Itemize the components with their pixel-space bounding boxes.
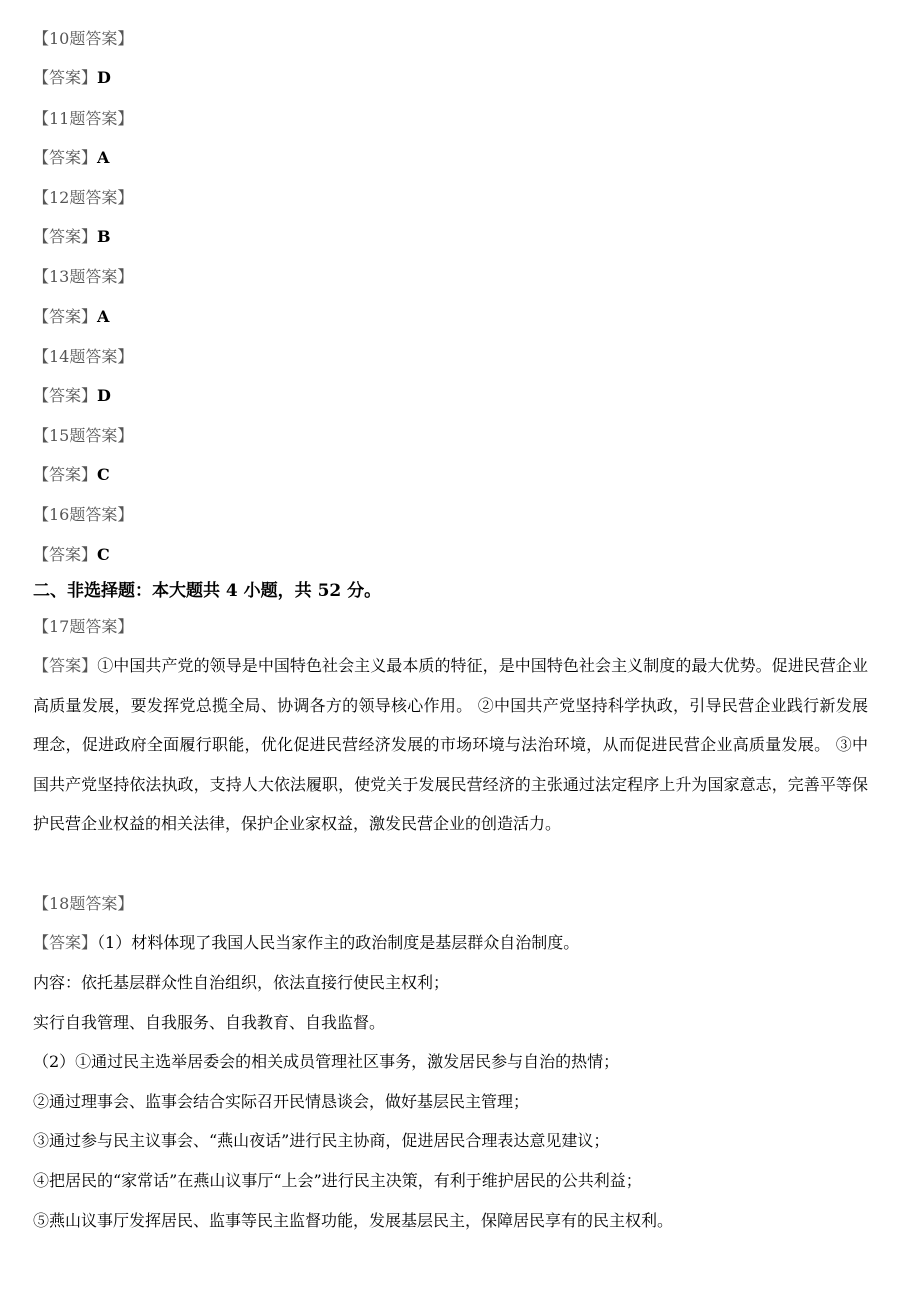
answer-value: A (97, 148, 110, 167)
question-18-answer-line: ③通过参与民主议事会、“燕山夜话”进行民主协商，促进居民合理表达意见建议； (33, 1131, 610, 1150)
section-title: 二、非选择题：本大题共 4 小题，共 52 分。 (33, 581, 382, 601)
answer-text: （1）材料体现了我国人民当家作主的政治制度是基层群众自治制度。 (97, 933, 580, 952)
question-11-heading: 【11题答案】 (33, 109, 134, 128)
answer-value: C (97, 465, 110, 484)
question-17-answer (33, 646, 868, 844)
answer-label: 【答案】 (33, 148, 98, 167)
answer-label: 【答案】 (33, 933, 98, 952)
question-13-heading: 【13题答案】 (33, 267, 134, 286)
answer-value: D (97, 386, 111, 405)
question-18-answer-line: 内容：依托基层群众性自治组织，依法直接行使民主权利； (33, 973, 450, 992)
answer-value: A (97, 307, 110, 326)
answer-label: 【答案】 (33, 227, 98, 246)
answer-text: ①中国共产党的领导是中国特色社会主义最本质的特征，是中国特色社会主义制度的最大优势。促进民营企业高质量发展，要发挥党总揽全局、协调各方的领导核心作用。 ②中国共产党坚持科学执政，引导民营企业践行新发展理念，促进政府全面履行职能，优化促进民营经济发展的市场环境与法治环境，从而促进民营企业高质量发展。 ③中国共产党坚持依法执政，支持人大依法履职，使党关于发展民营经济的主张通过法定程序上升为国家意志，完善平等保护民营企业权益的相关法律，保护企业家权益，激发民营企业的创造活力。 (33, 656, 868, 834)
question-13-answer (33, 307, 109, 327)
answer-value: B (97, 227, 111, 246)
question-10-heading: 【10题答案】 (33, 29, 134, 48)
question-12-answer (33, 227, 111, 247)
answer-label: 【答案】 (33, 545, 98, 564)
question-18-answer-line: ④把居民的“家常话”在燕山议事厅“上会”进行民主决策，有利于维护居民的公共利益； (33, 1171, 642, 1190)
answer-value: D (97, 68, 111, 87)
answer-value: C (97, 545, 110, 564)
question-11-answer (33, 148, 109, 168)
question-18-answer-line: （2）①通过民主选举居委会的相关成员管理社区事务，激发居民参与自治的热情； (33, 1052, 620, 1071)
question-16-heading: 【16题答案】 (33, 505, 134, 524)
answer-label: 【答案】 (33, 68, 98, 87)
answer-label: 【答案】 (33, 465, 98, 484)
answer-label: 【答案】 (33, 656, 98, 675)
question-12-heading: 【12题答案】 (33, 188, 134, 207)
question-18-answer-line: ⑤燕山议事厅发挥居民、监事等民主监督功能，发展基层民主，保障居民享有的民主权利。 (33, 1211, 674, 1230)
question-18-answer-line (33, 933, 579, 953)
question-15-heading: 【15题答案】 (33, 426, 134, 445)
question-18-answer-line: ②通过理事会、监事会结合实际召开民情恳谈会，做好基层民主管理； (33, 1092, 530, 1111)
question-18-answer-line: 实行自我管理、自我服务、自我教育、自我监督。 (33, 1013, 386, 1032)
question-14-answer (33, 386, 111, 406)
answer-label: 【答案】 (33, 386, 98, 405)
question-18-heading: 【18题答案】 (33, 894, 134, 913)
question-10-answer (33, 68, 111, 88)
question-15-answer (33, 465, 110, 485)
answer-label: 【答案】 (33, 307, 98, 326)
question-14-heading: 【14题答案】 (33, 347, 134, 366)
question-16-answer (33, 545, 110, 565)
question-17-heading: 【17题答案】 (33, 617, 134, 636)
